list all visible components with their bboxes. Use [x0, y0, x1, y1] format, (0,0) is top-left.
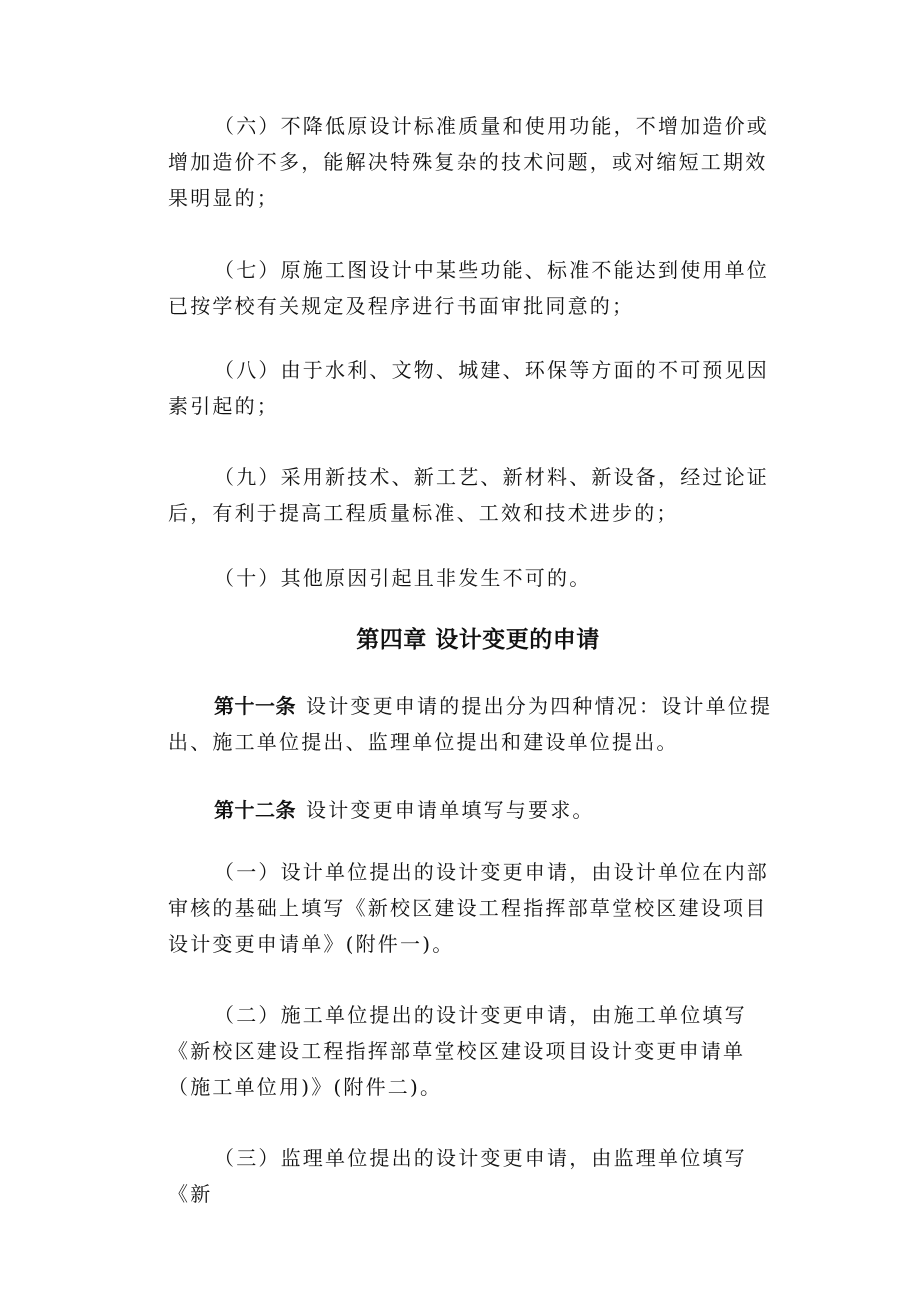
item-one: （一）设计单位提出的设计变更申请，由设计单位在内部审核的基础上填写《新校区建设工程指挥部草堂校区建设项目设计变更申请单》(附件一)。	[168, 860, 769, 956]
chapter-title: 第四章 设计变更的申请	[356, 627, 600, 653]
clause-eight: （八）由于水利、文物、城建、环保等方面的不可预见因素引起的；	[168, 358, 769, 418]
clause-six: （六）不降低原设计标准质量和使用功能，不增加造价或增加造价不多，能解决特殊复杂的技术问题，或对缩短工期效果明显的；	[168, 114, 769, 210]
article-eleven-text: 设计变更申请的提出分为四种情况：设计单位提出、施工单位提出、监理单位提出和建设单位提出。	[168, 694, 773, 754]
clause-seven: （七）原施工图设计中某些功能、标准不能达到使用单位已按学校有关规定及程序进行书面审批同意的；	[168, 258, 769, 318]
article-twelve-label: 第十二条	[214, 798, 296, 822]
item-two: （二）施工单位提出的设计变更申请，由施工单位填写《新校区建设工程指挥部草堂校区建设项目设计变更申请单（施工单位用)》(附件二)。	[168, 1003, 747, 1099]
clause-ten: （十）其他原因引起且非发生不可的。	[214, 566, 592, 590]
item-three: （三）监理单位提出的设计变更申请，由监理单位填写《新	[168, 1146, 747, 1206]
article-twelve	[168, 792, 788, 828]
article-eleven-label: 第十一条	[214, 694, 296, 718]
article-twelve-text: 设计变更申请单填写与要求。	[306, 798, 595, 822]
article-eleven	[168, 688, 788, 760]
clause-nine: （九）采用新技术、新工艺、新材料、新设备，经过论证后，有利于提高工程质量标准、工效和技术进步的；	[168, 465, 769, 525]
